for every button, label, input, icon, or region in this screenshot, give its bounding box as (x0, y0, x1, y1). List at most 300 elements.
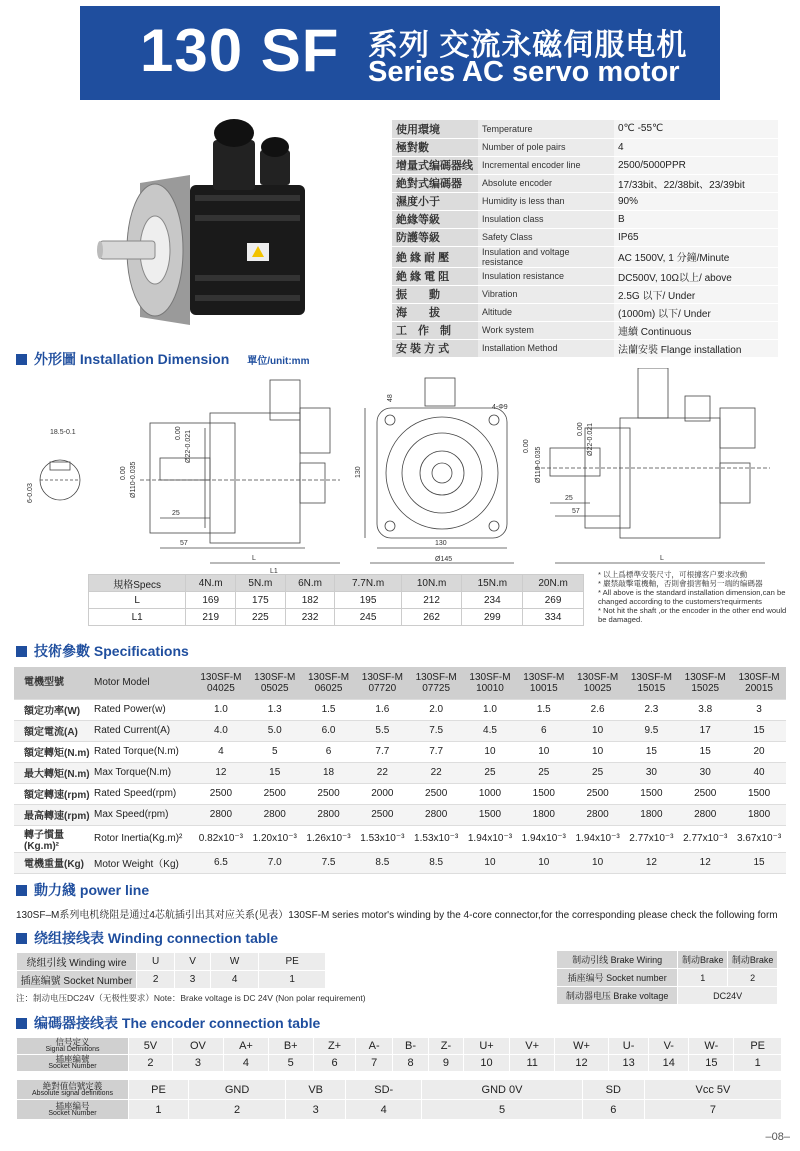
param-label-cn: 絶 緣 耐 壓 (392, 246, 478, 267)
spec-value: 1.5 (302, 699, 356, 720)
signal-cell: W+ (555, 1038, 609, 1055)
spec-value: 1500 (517, 783, 571, 804)
spec-value: 1.0 (194, 699, 248, 720)
spec-label-cn: 最高轉速(rpm) (14, 804, 94, 825)
spec-label-en: Max Speed(rpm) (94, 804, 194, 825)
signal-cell: W- (689, 1038, 734, 1055)
param-value: IP65 (614, 228, 778, 246)
spec-value: 8.5 (355, 852, 409, 873)
socket-cell: 1 (129, 1100, 189, 1120)
spec-value: 10 (463, 852, 517, 873)
table-cell: 269 (523, 592, 584, 609)
spec-label-cn: 電機重量(Kg) (14, 852, 94, 873)
socket-cell: 7 (356, 1055, 392, 1072)
power-description: 130SF–M系列电机绕阻是通过4芯航插引出其对应关系(见表）130SF-M series motor's winding by the 4-core connector,for the corresponding please check the following form (16, 910, 778, 921)
label-cn: 插座编号 (55, 1100, 90, 1111)
title-banner (80, 6, 720, 100)
note-line: * All above is the standard installation dimension,can be changed according to the customers'requirments (598, 588, 786, 606)
spec-heading (16, 641, 189, 661)
spec-value: 10 (571, 720, 625, 741)
dim-label: Ø110-0.035 (535, 446, 542, 483)
socket-cell: 10 (463, 1055, 510, 1072)
spec-label-cn: 最大轉矩(N.m) (14, 762, 94, 783)
spec-value: 1.6 (355, 699, 409, 720)
spec-value: 7.5 (302, 852, 356, 873)
table-row (392, 303, 778, 321)
spec-value: 15 (248, 762, 302, 783)
table-row (89, 575, 584, 592)
row-label (17, 1100, 129, 1120)
table-cell: 234 (462, 592, 523, 609)
table-cell: 245 (335, 609, 401, 626)
spec-value: 1.20x10⁻³ (248, 825, 302, 852)
spec-value: 3.67x10⁻³ (732, 825, 786, 852)
winding-note: 注：制动电压DC24V（无极性要求）Note：Brake voltage is DC 24V (Non polar requirement) (16, 993, 366, 1003)
spec-value: 6.5 (194, 852, 248, 873)
model-header: 130SF-M 07720 (355, 667, 409, 699)
spec-value: 2500 (409, 783, 463, 804)
signal-cell: Vcc 5V (644, 1080, 781, 1100)
signal-cell: V- (649, 1038, 689, 1055)
model-title: 130 SF (140, 17, 340, 84)
model-header: 130SF-M 04025 (194, 667, 248, 699)
spec-value: 15 (625, 741, 679, 762)
encoder-title: 编碼器接线表 The encoder connection table (34, 1015, 321, 1031)
servo-motor-image (95, 115, 330, 340)
signal-cell: U- (609, 1038, 649, 1055)
param-value: DC500V, 10Ω以上/ above (614, 267, 778, 285)
spec-value: 2.0 (409, 699, 463, 720)
spec-value: 2.3 (625, 699, 679, 720)
row-label: 绕组引线 Winding wire (17, 953, 137, 971)
spec-value: 1500 (625, 783, 679, 804)
table-cell: L (89, 592, 186, 609)
param-label-en: Insulation resistance (478, 267, 614, 285)
dim-label: 0.00 (175, 426, 182, 440)
model-header: 130SF-M 20015 (732, 667, 786, 699)
row-label: 插座编号 Socket number (557, 969, 678, 987)
spec-value: 2800 (571, 804, 625, 825)
socket-cell: 12 (555, 1055, 609, 1072)
table-header-cell: 20N.m (523, 575, 584, 592)
spec-value: 1.94x10⁻³ (571, 825, 625, 852)
spec-label-cn: 額定功率(W) (14, 699, 94, 720)
dim-label: 57 (180, 540, 188, 547)
table-row (14, 852, 786, 873)
table-row (14, 720, 786, 741)
side-view-1 (140, 380, 340, 563)
signal-cell: PE (129, 1080, 189, 1100)
unit-label: 單位/unit:mm (247, 355, 310, 367)
row-label (17, 1038, 129, 1055)
dim-label: L (252, 555, 256, 562)
spec-value: 4.5 (463, 720, 517, 741)
param-label-cn: 絶對式编碼器 (392, 174, 478, 192)
spec-value: 1000 (463, 783, 517, 804)
spec-value: 3.8 (678, 699, 732, 720)
param-label-cn: 絶 緣 電 阻 (392, 267, 478, 285)
spec-value: 1.94x10⁻³ (517, 825, 571, 852)
spec-value: 5.5 (355, 720, 409, 741)
table-cell: 195 (335, 592, 401, 609)
table-cell: V (175, 953, 211, 971)
socket-cell: 14 (649, 1055, 689, 1072)
signal-cell: PE (734, 1038, 782, 1055)
winding-heading (16, 928, 278, 948)
spec-value: 2500 (194, 783, 248, 804)
socket-cell: 3 (286, 1100, 346, 1120)
table-header-cell: Motor Model (94, 667, 194, 699)
spec-value: 4 (194, 741, 248, 762)
table-cell: 175 (236, 592, 286, 609)
spec-value: 1800 (625, 804, 679, 825)
row-label: 制动器电压 Brake voltage (557, 987, 678, 1005)
model-header: 130SF-M 06025 (302, 667, 356, 699)
spec-value: 1500 (463, 804, 517, 825)
table-row (14, 825, 786, 852)
table-row (392, 246, 778, 267)
model-header: 130SF-M 10010 (463, 667, 517, 699)
dim-label: 25 (565, 495, 573, 502)
section-marker-icon (16, 646, 27, 657)
dim-label: 48 (387, 394, 394, 402)
section-marker-icon (16, 1018, 27, 1029)
spec-value: 10 (517, 852, 571, 873)
dim-label: 130 (355, 466, 362, 478)
table-row (17, 1038, 782, 1055)
table-row (557, 969, 778, 987)
spec-value: 5.0 (248, 720, 302, 741)
param-label-cn: 安 裝 方 式 (392, 339, 478, 357)
spec-value: 0.82x10⁻³ (194, 825, 248, 852)
table-header-cell: 規格Specs (89, 575, 186, 592)
spec-value: 15 (732, 720, 786, 741)
spec-value: 2500 (248, 783, 302, 804)
param-label-en: Incremental encoder line (478, 156, 614, 174)
side-view-2 (535, 368, 770, 563)
spec-label-en: Rated Current(A) (94, 720, 194, 741)
row-label (17, 1080, 129, 1100)
socket-cell: 2 (188, 1100, 285, 1120)
param-label-en: Altitude (478, 303, 614, 321)
table-cell: 2 (728, 969, 778, 987)
socket-cell: 2 (129, 1055, 173, 1072)
param-label-cn: 振 動 (392, 285, 478, 303)
table-row (14, 699, 786, 720)
table-row (392, 210, 778, 228)
table-row (14, 741, 786, 762)
param-label-en: Humidity is less than (478, 192, 614, 210)
spec-value: 2500 (678, 783, 732, 804)
spec-label-en: Rated Power(w) (94, 699, 194, 720)
dim-label: 4-Φ9 (492, 404, 508, 411)
param-value: 0℃ -55℃ (614, 120, 778, 138)
spec-value: 22 (355, 762, 409, 783)
dim-label: 6-0.03 (27, 483, 34, 503)
spec-value: 2800 (194, 804, 248, 825)
label-en: Signal Definitions (45, 1046, 100, 1053)
signal-cell: 5V (129, 1038, 173, 1055)
spec-value: 7.0 (248, 852, 302, 873)
table-row (89, 609, 584, 626)
socket-cell: 3 (172, 1055, 223, 1072)
spec-value: 2500 (571, 783, 625, 804)
param-value: 法蘭安裝 Flange installation (614, 339, 778, 357)
param-value: (1000m) 以下/ Under (614, 303, 778, 321)
spec-value: 7.7 (355, 741, 409, 762)
table-cell: 1 (678, 969, 728, 987)
spec-value: 2.77x10⁻³ (625, 825, 679, 852)
label-en: Socket Number (48, 1109, 97, 1117)
param-label-cn: 絶緣等級 (392, 210, 478, 228)
table-cell: 299 (462, 609, 523, 626)
spec-value: 2.6 (571, 699, 625, 720)
label-cn: 插座编號 (55, 1054, 90, 1064)
param-label-en: Number of pole pairs (478, 138, 614, 156)
spec-value: 2500 (302, 783, 356, 804)
dim-label: 18.5-0.1 (50, 429, 76, 436)
spec-value: 1.3 (248, 699, 302, 720)
label-cn: 絶對值信號定義 (42, 1080, 103, 1091)
spec-label-en: Motor Weight（Kg) (94, 852, 194, 873)
socket-cell: 7 (644, 1100, 781, 1120)
spec-value: 1800 (517, 804, 571, 825)
spec-value: 18 (302, 762, 356, 783)
spec-value: 15 (678, 741, 732, 762)
param-label-cn: 海 拔 (392, 303, 478, 321)
absolute-encoder-table (16, 1079, 782, 1120)
spec-value: 1.53x10⁻³ (409, 825, 463, 852)
signal-cell: VB (286, 1080, 346, 1100)
param-label-cn: 工 作 制 (392, 321, 478, 339)
row-label: 制动引线 Brake Wiring (557, 951, 678, 969)
dim-label: 25 (172, 510, 180, 517)
table-row (392, 174, 778, 192)
param-label-cn: 濕度小于 (392, 192, 478, 210)
signal-cell: SD- (346, 1080, 422, 1100)
dimension-heading (16, 349, 309, 369)
spec-value: 1.26x10⁻³ (302, 825, 356, 852)
socket-cell: 4 (224, 1055, 269, 1072)
note-line: * 嚴禁敲擊電機軸，否則會損害軸另一端的编碼器 (598, 579, 763, 588)
spec-value: 2000 (355, 783, 409, 804)
table-cell: 219 (186, 609, 236, 626)
socket-cell: 5 (422, 1100, 582, 1120)
table-cell: 1 (259, 971, 326, 989)
socket-cell: 15 (689, 1055, 734, 1072)
spec-value: 1800 (732, 804, 786, 825)
spec-value: 1.0 (463, 699, 517, 720)
brake-table (556, 950, 778, 1005)
section-marker-icon (16, 354, 27, 365)
section-marker-icon (16, 885, 27, 896)
spec-value: 10 (571, 852, 625, 873)
param-label-cn: 極對數 (392, 138, 478, 156)
spec-value: 20 (732, 741, 786, 762)
socket-cell: 5 (268, 1055, 313, 1072)
table-row (392, 285, 778, 303)
spec-value: 6.0 (302, 720, 356, 741)
spec-label-en: Rotor Inertia(Kg.m)² (94, 825, 194, 852)
table-row (17, 971, 326, 989)
param-value: AC 1500V, 1 分鐘/Minute (614, 246, 778, 267)
table-cell: 制动Brake (678, 951, 728, 969)
spec-value: 9.5 (625, 720, 679, 741)
spec-label-cn: 額定轉速(rpm) (14, 783, 94, 804)
spec-value: 2500 (355, 804, 409, 825)
dim-label: L1 (270, 568, 278, 573)
dim-label: Ø145 (435, 556, 453, 563)
table-cell: L1 (89, 609, 186, 626)
param-value: 2.5G 以下/ Under (614, 285, 778, 303)
note-line: * Not hit the shaft ,or the encoder in the other end would be damaged. (598, 606, 787, 624)
dim-label: 0.00 (523, 439, 530, 453)
spec-value: 10 (517, 741, 571, 762)
row-label (17, 1055, 129, 1072)
signal-cell: B+ (268, 1038, 313, 1055)
spec-value: 10 (463, 741, 517, 762)
spec-value: 25 (571, 762, 625, 783)
table-header-cell: 15N.m (462, 575, 523, 592)
label-en: Absolute signal definitions (32, 1089, 113, 1097)
spec-value: 30 (625, 762, 679, 783)
dimension-title: 外形圖 Installation Dimension (34, 351, 230, 367)
table-header-cell: 6N.m (285, 575, 335, 592)
table-row (14, 762, 786, 783)
row-label: 插座编號 Socket Number (17, 971, 137, 989)
table-header-cell: 10N.m (401, 575, 462, 592)
param-label-en: Work system (478, 321, 614, 339)
table-header-cell: 4N.m (186, 575, 236, 592)
table-cell: 4 (210, 971, 259, 989)
spec-value: 25 (463, 762, 517, 783)
table-row (392, 192, 778, 210)
model-header: 130SF-M 10015 (517, 667, 571, 699)
title-cn: 系列 交流永磁伺服电机 (368, 29, 688, 62)
table-cell: 制动Brake (728, 951, 778, 969)
spec-value: 2800 (409, 804, 463, 825)
param-label-en: Temperature (478, 120, 614, 138)
param-label-en: Absolute encoder (478, 174, 614, 192)
table-row (14, 783, 786, 804)
signal-cell: GND 0V (422, 1080, 582, 1100)
spec-value: 1.5 (517, 699, 571, 720)
title-en: Series AC servo motor (368, 56, 680, 88)
table-row (17, 953, 326, 971)
dim-label: Ø110-0.035 (130, 461, 137, 498)
spec-value: 15 (732, 852, 786, 873)
dim-label: 57 (572, 508, 580, 515)
socket-cell: 9 (429, 1055, 464, 1072)
spec-label-en: Rated Torque(N.m) (94, 741, 194, 762)
table-row (14, 804, 786, 825)
table-row (14, 667, 786, 699)
table-cell: 232 (285, 609, 335, 626)
power-title: 動力綫 power line (34, 882, 150, 898)
param-value: 連續 Continuous (614, 321, 778, 339)
signal-cell: GND (188, 1080, 285, 1100)
table-cell: DC24V (678, 987, 778, 1005)
spec-value: 22 (409, 762, 463, 783)
table-row (17, 1080, 782, 1100)
signal-cell: Z- (429, 1038, 464, 1055)
table-cell: PE (259, 953, 326, 971)
table-cell: 3 (175, 971, 211, 989)
spec-value: 12 (625, 852, 679, 873)
table-row (392, 156, 778, 174)
socket-cell: 1 (734, 1055, 782, 1072)
param-label-cn: 使用環境 (392, 120, 478, 138)
signal-cell: U+ (463, 1038, 510, 1055)
spec-table (14, 667, 786, 874)
spec-value: 7.5 (409, 720, 463, 741)
table-row (89, 592, 584, 609)
param-value: 4 (614, 138, 778, 156)
label-cn: 信号定义 (55, 1037, 90, 1047)
spec-value: 40 (732, 762, 786, 783)
table-row (557, 987, 778, 1005)
spec-value: 3 (732, 699, 786, 720)
spec-value: 6 (517, 720, 571, 741)
table-cell: 334 (523, 609, 584, 626)
table-row (392, 339, 778, 357)
socket-cell: 11 (510, 1055, 555, 1072)
spec-value: 8.5 (409, 852, 463, 873)
table-row (392, 228, 778, 246)
winding-title: 绕组接线表 Winding connection table (34, 930, 279, 946)
spec-value: 12 (678, 852, 732, 873)
spec-value: 30 (678, 762, 732, 783)
dim-label: L (660, 555, 664, 562)
spec-label-cn: 轉子慣量(Kg.m)² (14, 825, 94, 852)
param-value: 2500/5000PPR (614, 156, 778, 174)
spec-label-cn: 額定轉矩(N.m) (14, 741, 94, 762)
socket-cell: 6 (582, 1100, 644, 1120)
param-label-en: Insulation and voltage resistance (478, 246, 614, 267)
spec-value: 25 (517, 762, 571, 783)
model-header: 130SF-M 15025 (678, 667, 732, 699)
label-en: Socket Number (48, 1063, 97, 1070)
dim-label: Ø22-0.021 (185, 429, 192, 463)
table-cell: U (137, 953, 175, 971)
notes (598, 570, 788, 624)
table-cell: W (210, 953, 259, 971)
spec-label-cn: 額定電流(A) (14, 720, 94, 741)
table-row (17, 1055, 782, 1072)
param-label-en: Vibration (478, 285, 614, 303)
spec-value: 12 (194, 762, 248, 783)
table-row (17, 1100, 782, 1120)
dimension-table (88, 574, 584, 626)
table-cell: 169 (186, 592, 236, 609)
spec-value: 17 (678, 720, 732, 741)
param-label-cn: 增量式编碼器线 (392, 156, 478, 174)
model-header: 130SF-M 15015 (625, 667, 679, 699)
table-row (557, 951, 778, 969)
table-row (392, 120, 778, 138)
installation-drawing (20, 368, 780, 573)
encoder-table (16, 1037, 782, 1072)
winding-table (16, 952, 326, 989)
spec-value: 2800 (248, 804, 302, 825)
param-value: 90% (614, 192, 778, 210)
spec-value: 1.53x10⁻³ (355, 825, 409, 852)
signal-cell: Z+ (313, 1038, 356, 1055)
table-row (392, 321, 778, 339)
spec-value: 7.7 (409, 741, 463, 762)
table-header-cell: 5N.m (236, 575, 286, 592)
spec-label-en: Rated Speed(rpm) (94, 783, 194, 804)
